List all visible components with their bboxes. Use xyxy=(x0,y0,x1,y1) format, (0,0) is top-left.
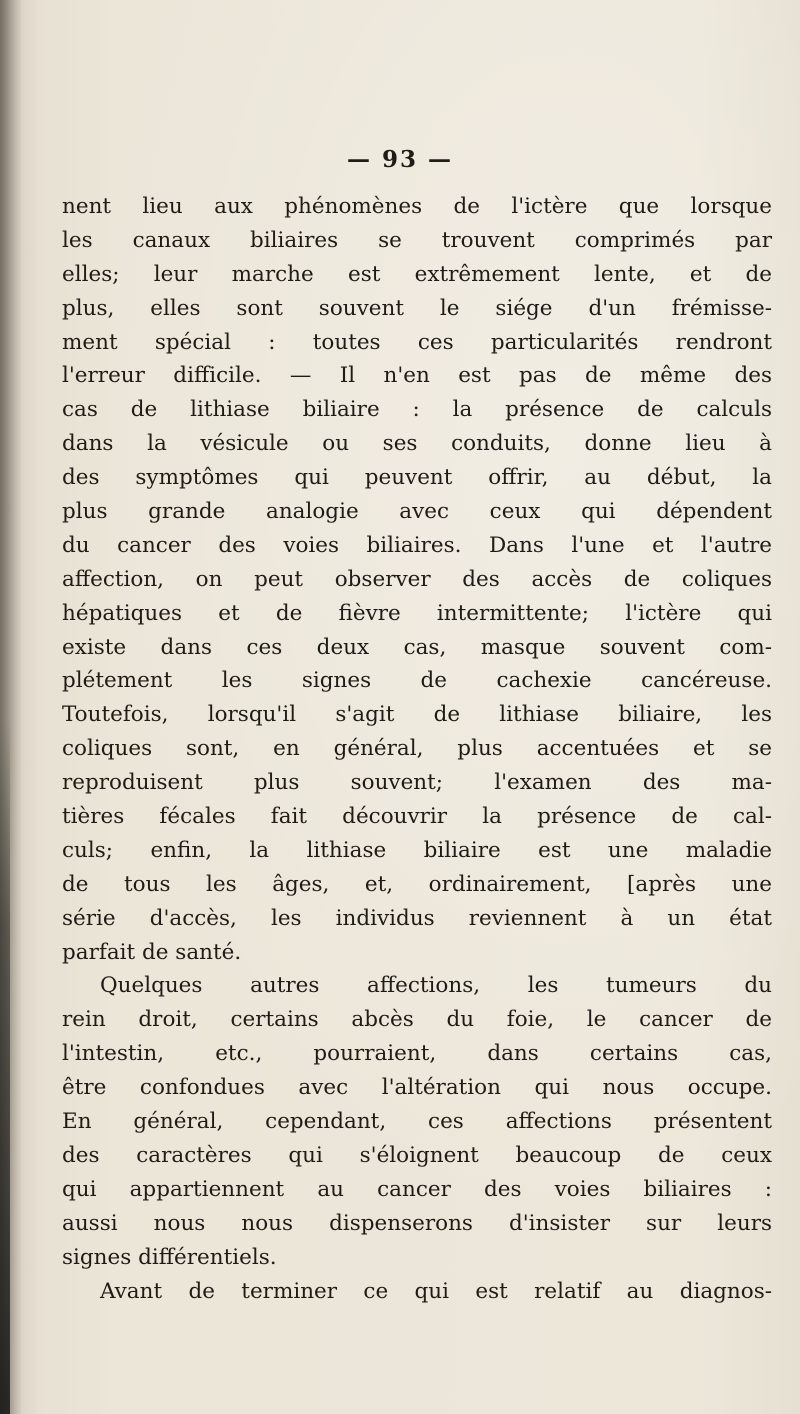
page-number: — 93 — xyxy=(346,146,454,173)
text-line: hépatiques et de fièvre intermittente; l'ictère qui xyxy=(62,600,772,626)
text-line: ment spécial : toutes ces particularités rendront xyxy=(62,329,772,355)
text-line: aussi nous nous dispenserons d'insister sur leurs xyxy=(62,1210,772,1236)
text-line: existe dans ces deux cas, masque souvent com- xyxy=(62,634,772,660)
text-line: reproduisent plus souvent; l'examen des ma- xyxy=(62,770,772,796)
text-line: les canaux biliaires se trouvent comprimés par xyxy=(62,227,772,253)
text-line: l'intestin, etc., pourraient, dans certains cas, xyxy=(62,1041,772,1067)
text-line: rein droit, certains abcès du foie, le cancer de xyxy=(62,1007,772,1033)
text-line: du cancer des voies biliaires. Dans l'une et l'autre xyxy=(62,532,772,558)
text-line: plus, elles sont souvent le siége d'un frémisse- xyxy=(62,295,772,321)
text-line: être confondues avec l'altération qui nous occupe. xyxy=(62,1075,772,1101)
text-line: Avant de terminer ce qui est relatif au diagnos- xyxy=(100,1278,772,1304)
text-line: de tous les âges, et, ordinairement, [après une xyxy=(62,871,772,897)
text-line: série d'accès, les individus reviennent à un état xyxy=(62,905,772,931)
text-line: plétement les signes de cachexie cancéreuse. xyxy=(62,668,772,694)
text-line: cas de lithiase biliaire : la présence de calculs xyxy=(62,397,772,423)
text-line: nent lieu aux phénomènes de l'ictère que lorsque xyxy=(62,194,772,219)
text-line: des symptômes qui peuvent offrir, au début, la xyxy=(62,465,772,491)
text-line: En général, cependant, ces affections présentent xyxy=(62,1109,772,1135)
text-line: culs; enfin, la lithiase biliaire est une maladie xyxy=(62,837,772,863)
text-line: Toutefois, lorsqu'il s'agit de lithiase biliaire, les xyxy=(62,702,772,728)
text-line: parfait de santé. xyxy=(62,939,242,965)
text-line: tières fécales fait découvrir la présence de cal- xyxy=(62,804,772,830)
text-line: coliques sont, en général, plus accentuées et se xyxy=(62,736,772,762)
text-line: des caractères qui s'éloignent beaucoup de ceux xyxy=(62,1142,772,1168)
binding-edge-mark xyxy=(0,720,10,1414)
text-line: elles; leur marche est extrêmement lente, et de xyxy=(62,261,772,287)
text-line: l'erreur difficile. — Il n'en est pas de même des xyxy=(62,363,772,389)
text-line: Quelques autres affections, les tumeurs du xyxy=(100,973,772,999)
text-line: signes différentiels. xyxy=(62,1244,277,1270)
body-text xyxy=(62,190,772,1308)
text-line: plus grande analogie avec ceux qui dépendent xyxy=(62,499,772,525)
text-line: dans la vésicule ou ses conduits, donne lieu à xyxy=(62,431,772,457)
text-line: qui appartiennent au cancer des voies biliaires : xyxy=(62,1176,772,1202)
text-line: affection, on peut observer des accès de coliques xyxy=(62,566,772,592)
